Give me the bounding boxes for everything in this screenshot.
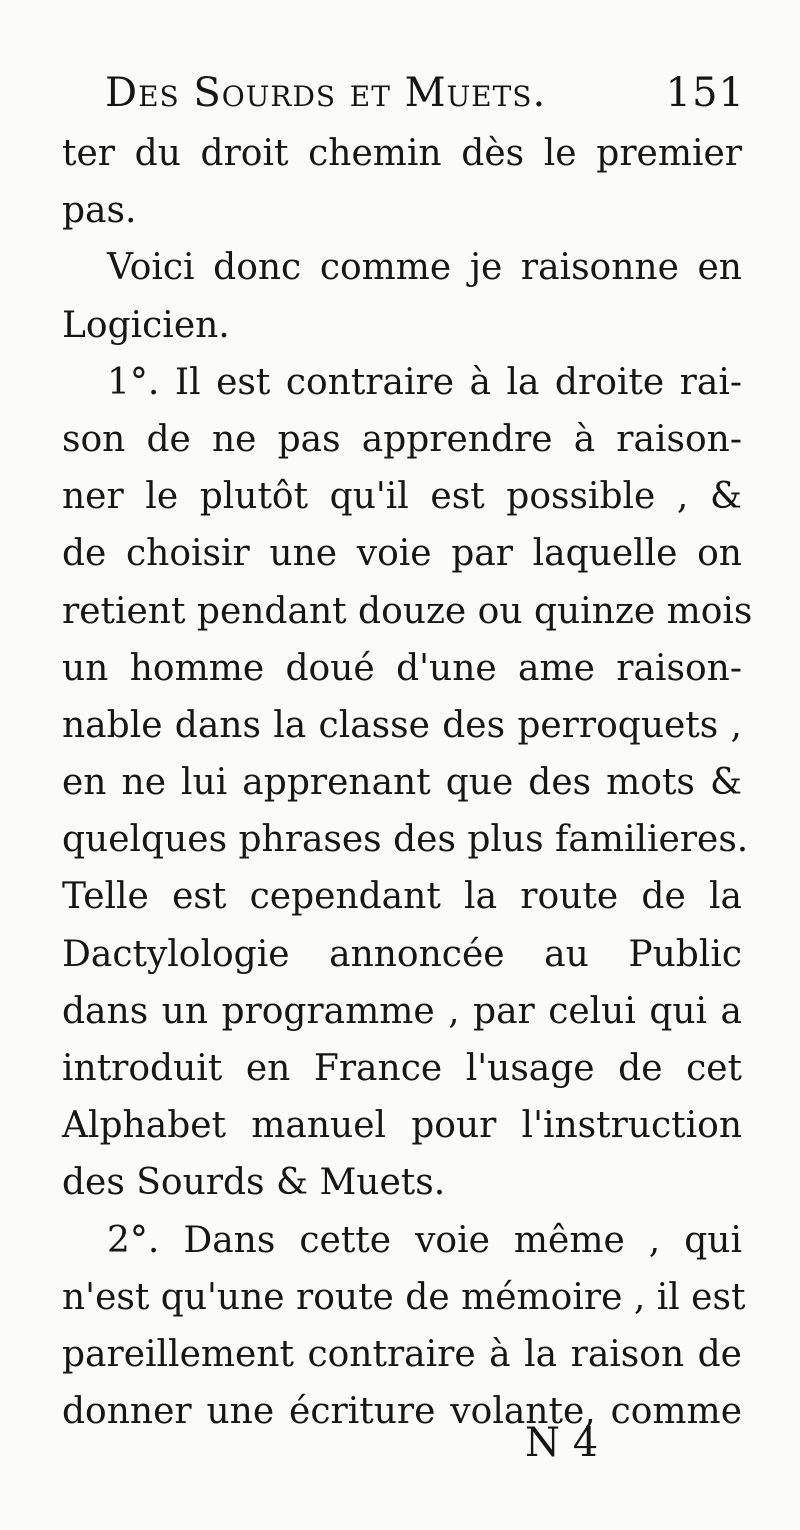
text-line: Dactylologie annoncée au Public xyxy=(62,933,742,975)
text-line: introduit en France l'usage de cet xyxy=(62,1048,742,1089)
text-line: n'est qu'une route de mémoire , il est xyxy=(62,1276,746,1318)
text-line: un homme doué d'une ame raison- xyxy=(62,647,742,689)
text-line: son de ne pas apprendre à raison- xyxy=(62,418,742,460)
text-line: 2°. Dans cette voie même , qui xyxy=(107,1219,742,1261)
text-line: pas. xyxy=(62,190,137,232)
running-head: Des Sourds et Muets. xyxy=(105,70,547,116)
text-line: donner une écriture volante, comme xyxy=(62,1391,742,1433)
text-line: Logicien. xyxy=(62,304,230,346)
signature-mark: N 4 xyxy=(525,1420,599,1466)
text-line: retient pendant douze ou quinze mois xyxy=(62,590,753,632)
text-line: Alphabet manuel pour l'instruction xyxy=(62,1105,742,1147)
text-line: 1°. Il est contraire à la droite rai- xyxy=(107,361,742,403)
text-line: nable dans la classe des perroquets , xyxy=(62,704,742,746)
page-header xyxy=(105,70,745,120)
text-line: pareillement contraire à la raison de xyxy=(62,1333,742,1375)
text-line: ter du droit chemin dès le premier xyxy=(62,133,742,174)
text-line: Voici donc comme je raisonne en xyxy=(107,247,742,289)
text-line: dans un programme , par celui qui a xyxy=(62,990,742,1032)
text-line: de choisir une voie par laquelle on xyxy=(62,533,742,575)
text-line: Telle est cependant la route de la xyxy=(62,876,742,918)
text-line: des Sourds & Muets. xyxy=(62,1162,446,1204)
page-number: 151 xyxy=(665,70,745,116)
text-line: ner le plutôt qu'il est possible , & xyxy=(62,476,742,518)
body-text xyxy=(62,125,753,1440)
text-line: quelques phrases des plus familieres. xyxy=(62,819,749,861)
text-line: en ne lui apprenant que des mots & xyxy=(62,762,742,804)
